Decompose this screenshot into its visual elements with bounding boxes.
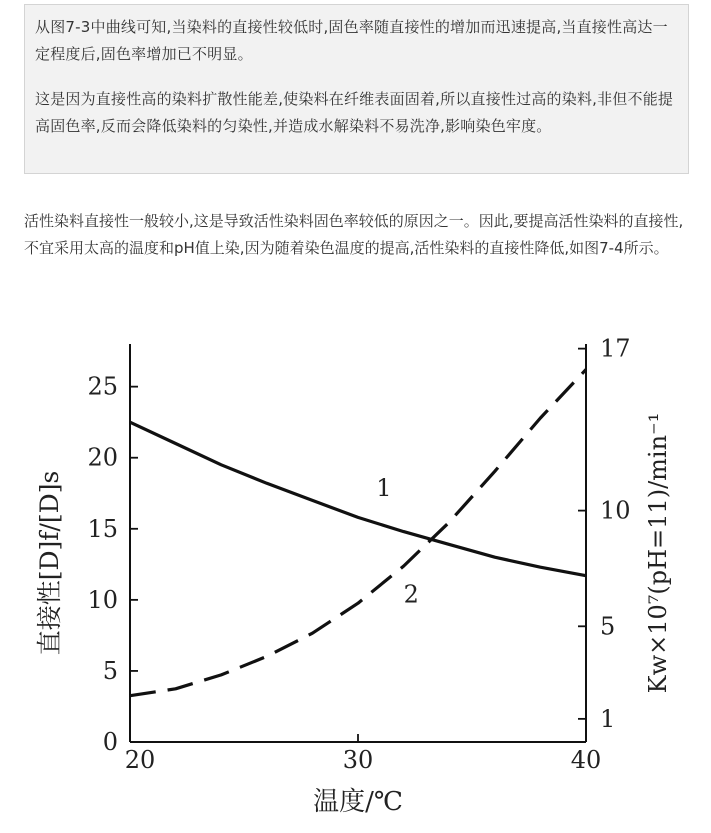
right-y-axis-title: Kw×10⁷(pH=11)/min⁻¹ <box>644 412 672 694</box>
body-paragraph: 活性染料直接性一般较小,这是导致活性染料固色率较低的原因之一。因此,要提高活性染料的直接性,不宜采用太高的温度和pH值上染,因为随着染色温度的提高,活性染料的直接性降低,如图7-4所示。 <box>24 212 684 257</box>
x-tick-label: 20 <box>124 746 156 774</box>
quote-paragraph-1: 从图7-3中曲线可知,当染料的直接性较低时,固色率随直接性的增加而迅速提高,当直接性高达一定程度后,固色率增加已不明显。 <box>35 18 668 63</box>
left-y-tick-label: 0 <box>102 728 118 756</box>
right-y-tick-label: 10 <box>600 496 631 525</box>
x-tick-label: 30 <box>342 746 374 774</box>
quote-paragraph-2: 这是因为直接性高的染料扩散性能差,使染料在纤维表面固着,所以直接性过高的染料,非但不能提高固色率,反而会降低染料的匀染性,并造成水解染料不易洗净,影响染色牢度。 <box>35 90 674 135</box>
right-y-tick-label: 5 <box>600 612 616 641</box>
x-tick-label: 40 <box>570 746 602 774</box>
right-y-tick-label: 1 <box>600 704 616 733</box>
left-y-tick-label: 5 <box>102 656 118 685</box>
x-axis-title: 温度/℃ <box>313 787 403 817</box>
right-y-tick-label: 17 <box>600 334 631 363</box>
left-y-tick-label: 10 <box>87 585 118 614</box>
blockquote <box>24 4 689 174</box>
left-y-tick-label: 15 <box>87 514 118 543</box>
left-y-tick-label: 25 <box>87 372 118 401</box>
series-2-label: 2 <box>403 580 419 609</box>
left-y-axis-title: 直接性[D]f/[D]s <box>35 470 64 656</box>
series-2-line <box>130 370 586 696</box>
figure-7-4-chart <box>0 300 711 833</box>
left-y-tick-label: 20 <box>87 443 118 472</box>
series-1-label: 1 <box>376 474 392 503</box>
